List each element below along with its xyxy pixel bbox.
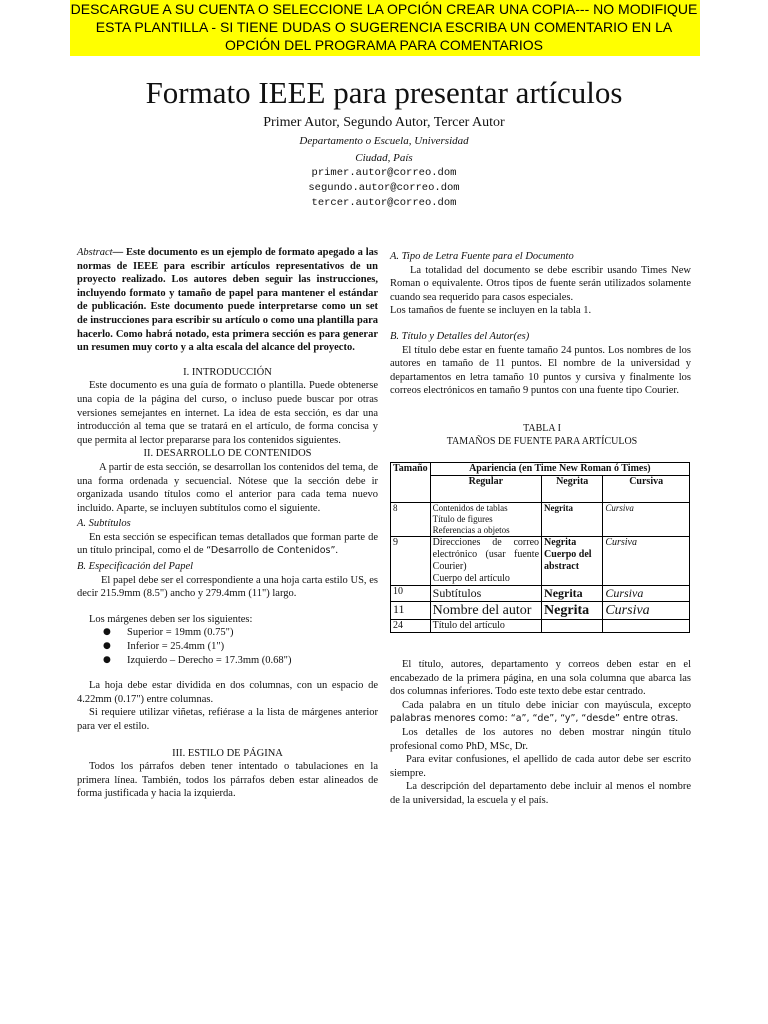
paragraph-surname: Para evitar confusiones, el apellido de cada autor debe ser escrito siempre. (390, 754, 691, 779)
subsection-a-body: En esta sección se especifican temas detallados que forman parte de un título principal, como el de “Desarrollo de Contenidos”. (77, 531, 378, 557)
bullet-icon: ● (103, 627, 111, 638)
section-3-title: III. ESTILO DE PÁGINA (172, 747, 283, 759)
margins-intro: Los márgenes deben ser los siguientes: (89, 613, 253, 625)
abstract-dash: — (112, 247, 124, 258)
warning-banner-text (62, 0, 706, 54)
banner-line-3: OPCIÓN DEL PROGRAMA PARA COMENTARIOS (225, 37, 543, 53)
right-column-top (390, 248, 691, 398)
margins-list (77, 626, 378, 667)
subsection-authors-title: B. Título y Detalles del Autor(es) (390, 330, 530, 342)
table-row: 10 Subtítulos Negrita Cursiva (391, 586, 690, 602)
right-column-bottom (390, 658, 691, 808)
table-header-row (391, 463, 690, 476)
table-row: 9 Direcciones de correo electrónico (usar fuente Courier) Cuerpo del artículo Negrita Cuerpo del abstract Cursiva (391, 537, 690, 586)
email-3: tercer.autor@correo.dom (311, 197, 457, 209)
table-row: 8 Contenidos de tablas Título de figures Referencias a objetos Negrita Cursiva (391, 503, 690, 537)
paragraph-author-details: Los detalles de los autores no deben mostrar ningún título profesional como PhD, MSc, Dr. (390, 726, 691, 752)
subsection-a-title: A. Subtítulos (77, 518, 131, 530)
col-italic: Cursiva (603, 476, 690, 503)
section-1-body: Este documento es una guía de formato o plantilla. Puede obtenerse una copia de la página del curso, o incluso puede buscar por otras versiones semejantes en internet. La idea de esta sección, es dar una introducción al tema que se tratará en el artículo, de forma concisa y que permita al lector prepararse para los contenidos siguientes. (77, 380, 378, 446)
table-caption: TAMAÑOS DE FUENTE PARA ARTÍCULOS (446, 436, 638, 447)
table-label: TABLA I (523, 423, 561, 434)
section-2-title: II. DESARROLLO DE CONTENIDOS (143, 448, 312, 460)
bullet-icon: ● (103, 654, 111, 665)
paragraph-header-rules: El título, autores, departamento y correos deben estar en el encabezado de la primera página, en una sola columna que abarca las dos columnas inferiores. Todo este texto debe estar centrado. (390, 659, 691, 698)
email-1: primer.autor@correo.dom (311, 167, 457, 179)
list-item: ● Superior = 19mm (0.75") (103, 627, 234, 639)
paragraph-department: La descripción del departamento debe incluir al menos el nombre de la universidad, la escuela y el país. (390, 781, 691, 806)
department: Departamento o Escuela, Universidad (299, 135, 469, 147)
table-subheader-row (391, 476, 690, 503)
paper-title: Formato IEEE para presentar artículos (145, 75, 623, 110)
table-row: 24 Título del artículo (391, 620, 690, 633)
table-row: 11 Nombre del autor Negrita Cursiva (391, 602, 690, 620)
group-header: Apariencia (en Time New Roman ó Times) (430, 463, 689, 476)
subsection-b-title: B. Especificación del Papel (77, 561, 194, 573)
columns-note: La hoja debe estar dividida en dos columnas, con un espacio de 4.22mm (0.17") entre columnas. (77, 680, 378, 705)
subsection-font-note: Los tamaños de fuente se incluyen en la tabla 1. (390, 305, 592, 317)
email-2: segundo.autor@correo.dom (308, 182, 460, 194)
paragraph-capitalization: Cada palabra en un título debe iniciar con mayúscula, excepto palabras menores como: “a”, “de”, “y”, “desde” entre otras. (390, 699, 691, 725)
city: Ciudad, País (355, 152, 413, 164)
list-item: ● Izquierdo – Derecho = 17.3mm (0.68") (103, 654, 292, 666)
banner-line-2: ESTA PLANTILLA - SI TIENE DUDAS O SUGERENCIA ESCRIBA UN COMENTARIO EN LA (95, 19, 673, 35)
bullet-icon: ● (103, 641, 111, 652)
abstract (77, 246, 378, 355)
list-item: ● Inferior = 25.4mm (1") (103, 641, 225, 653)
subsection-authors-body: El título debe estar en fuente tamaño 24 puntos. Los nombres de los autores en tamaño de 11 puntos. El nombre de la universidad y departamentos en letra tamaño 10 puntos y cursiva y finalmente los correos electrónicos en tamaño 9 puntos con una fuente tipo Courier. (390, 344, 691, 397)
abstract-label: Abstract (77, 247, 113, 258)
subsection-font-title: A. Tipo de Letra Fuente para el Documento (390, 251, 574, 262)
subsection-b-body: El papel debe ser el correspondiente a una hoja carta estilo US, es decir 215.9mm (8.5") ancho y 279.4mm (11") largo. (77, 574, 378, 600)
quoted-title: “Desarrollo de Contenidos” (206, 545, 336, 557)
col-regular: Regular (430, 476, 541, 503)
banner-line-1: DESCARGUE A SU CUENTA O SELECCIONE LA OPCIÓN CREAR UNA COPIA--- NO MODIFIQUE (70, 1, 698, 17)
left-column (77, 246, 378, 801)
section-2-body: A partir de esta sección, se desarrollan los contenidos del tema, de una forma ordenada y secuencial. Nótese que la sección debe ir organizada usando títulos como el anterior para cada tema nuevo incluido. Aparte, se incluyen subtítulos como el siguiente. (77, 461, 378, 514)
section-1-title: I. INTRODUCCIÓN (183, 366, 272, 378)
size-header: Tamaño (391, 463, 431, 503)
minor-words: palabras menores como: “a”, “de”, “y”, “desde” entre otras (390, 713, 676, 725)
bullets-note: Si requiere utilizar viñetas, refiérase a la lista de márgenes anterior para ver el estilo. (77, 707, 378, 732)
col-bold: Negrita (542, 476, 603, 503)
abstract-text: Este documento es un ejemplo de formato apegado a las normas de IEEE para escribir artículos representativos de un proyecto realizado. Los autores deben seguir las instrucciones, incluyendo formato y tamaño de papel para mantener el estándar de publicación. Este documento puede interpretarse como un set de instrucciones para escribir su artículo o como una plantilla para hacerlo. Como habrá notado, esta primera sección es para generar un resumen muy corto y a alta escala del alcance del proyecto. (77, 247, 378, 354)
subsection-font-body: La totalidad del documento se debe escribir usando Times New Roman o equivalente. Otros tipos de fuente serán utilizados solamente cuando sea requerido para casos especiales. (390, 264, 691, 303)
author-list: Primer Autor, Segundo Autor, Tercer Autor (263, 115, 505, 130)
font-size-table (390, 462, 690, 633)
section-3-body: Todos los párrafos deben tener intentado o tabulaciones en la primera línea. También, todos los párrafos deben estar alineados de forma justificada y hacia la izquierda. (77, 761, 378, 800)
